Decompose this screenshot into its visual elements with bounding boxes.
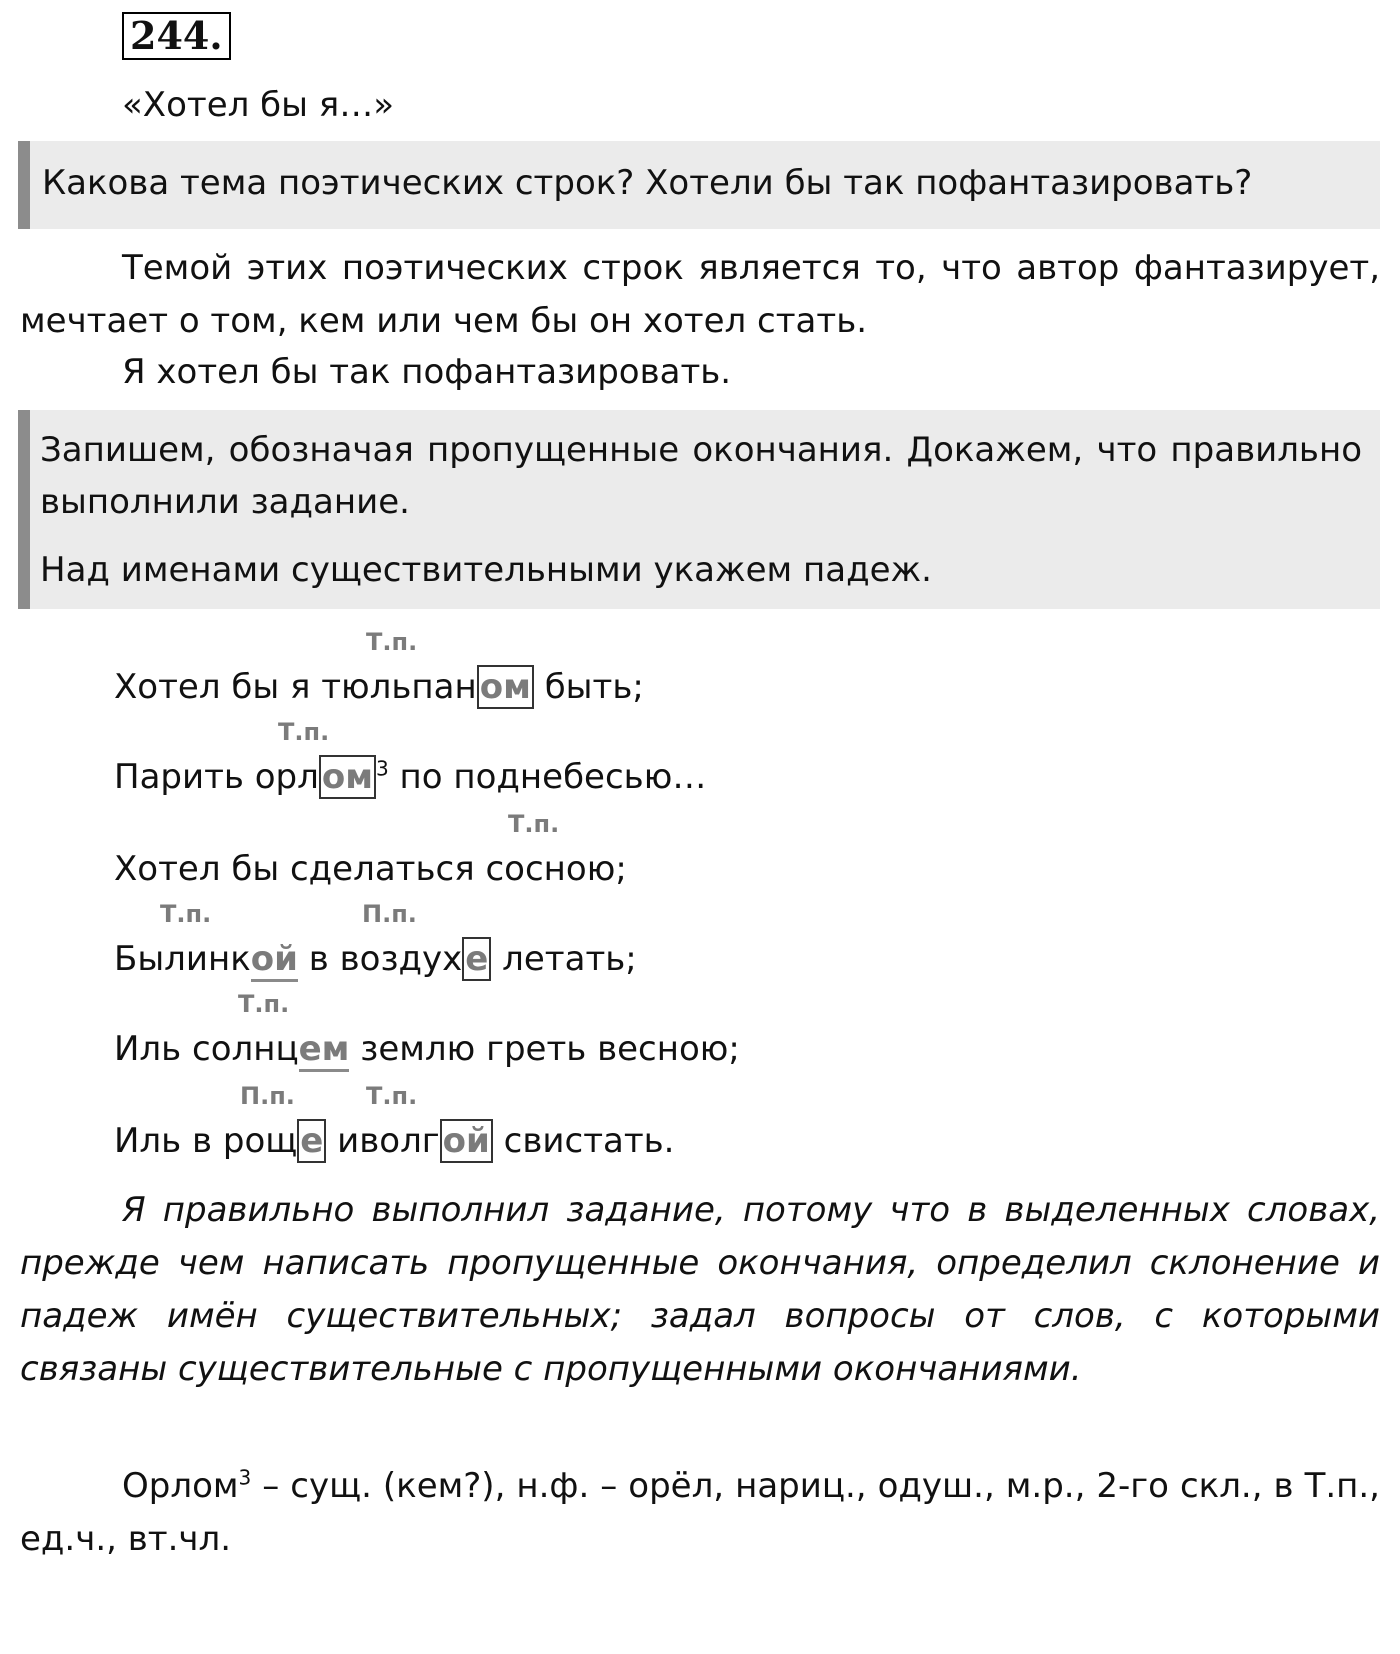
word-stem: Былинк (114, 939, 251, 979)
ending-box: ом (319, 755, 376, 799)
word-stem: Иль в рощ (114, 1121, 298, 1161)
task1-answer: Темой этих поэтических строк является то, что автор фантазирует, мечтает о том, кем или чем бы он хотел стать. (20, 248, 1380, 341)
ending-box: е (297, 1119, 326, 1163)
ending-underlined: ой (251, 939, 298, 982)
word-stem: в воздух (297, 939, 463, 979)
word-stem: Парить орл (114, 757, 319, 797)
word-stem: иволг (326, 1121, 440, 1161)
task2-question-box (18, 410, 1380, 609)
case-label: П.п. (362, 900, 417, 928)
poem-line-6 (114, 1118, 674, 1164)
line-rest: быть; (533, 667, 644, 707)
footnote-mark: 3 (376, 756, 389, 781)
footnote-mark: 3 (238, 1465, 252, 1490)
poem-line-5 (114, 1026, 740, 1072)
poem-line-4 (114, 936, 637, 982)
word-stem: Хотел бы сделаться сосн (114, 849, 566, 889)
case-label: Т.п. (366, 628, 418, 656)
line-rest: летать; (491, 939, 637, 979)
explanation-text: Я правильно выполнил задание, потому что в выделенных словах, прежде чем написать пропущенные окончания, определил склонение и падеж имён существительных; задал вопросы от слов, с которыми связаны существительные с пропущенными окончаниями. (20, 1190, 1380, 1389)
line-rest: землю греть весною; (349, 1029, 740, 1069)
task2-instruction: Над именами существительными укажем падеж. (40, 550, 932, 590)
ending-box: ом (477, 665, 534, 709)
word-analysis (20, 1460, 1380, 1566)
poem-line-1 (114, 664, 644, 710)
poem-line-2 (114, 754, 706, 800)
case-label: Т.п. (278, 718, 330, 746)
ending-plain: ою (565, 849, 616, 889)
ending-box: ой (440, 1119, 493, 1163)
word-stem: Хотел бы я тюльпан (114, 667, 477, 707)
exercise-number: 244. (122, 12, 231, 60)
analysis-text: – сущ. (кем?), н.ф. – орёл, нариц., одуш., м.р., 2-го скл., в Т.п., ед.ч., вт.чл. (20, 1466, 1380, 1559)
case-label: Т.п. (508, 810, 560, 838)
analysis-word: Орлом (122, 1466, 239, 1506)
word-stem: Иль солнц (114, 1029, 299, 1069)
case-label: Т.п. (238, 990, 290, 1018)
ending-box: е (462, 937, 491, 981)
task1-question-box (18, 141, 1380, 229)
task2-question: Запишем, обозначая пропущенные окончания. Докажем, что правильно выполнили задание. (40, 430, 1362, 522)
task1-question: Какова тема поэтических строк? Хотели бы так пофантазировать? (42, 163, 1253, 203)
line-rest: по поднебесью… (388, 757, 707, 797)
ending-underlined: ем (299, 1029, 350, 1072)
task1-answer-2: Я хотел бы так пофантазировать. (122, 352, 732, 392)
line-rest: ; (615, 849, 627, 889)
case-label: Т.п. (160, 900, 212, 928)
case-label: Т.п. (366, 1082, 418, 1110)
line-rest: свистать. (492, 1121, 675, 1161)
case-label: П.п. (240, 1082, 295, 1110)
exercise-title: «Хотел бы я…» (122, 85, 395, 125)
poem-line-3 (114, 846, 627, 892)
